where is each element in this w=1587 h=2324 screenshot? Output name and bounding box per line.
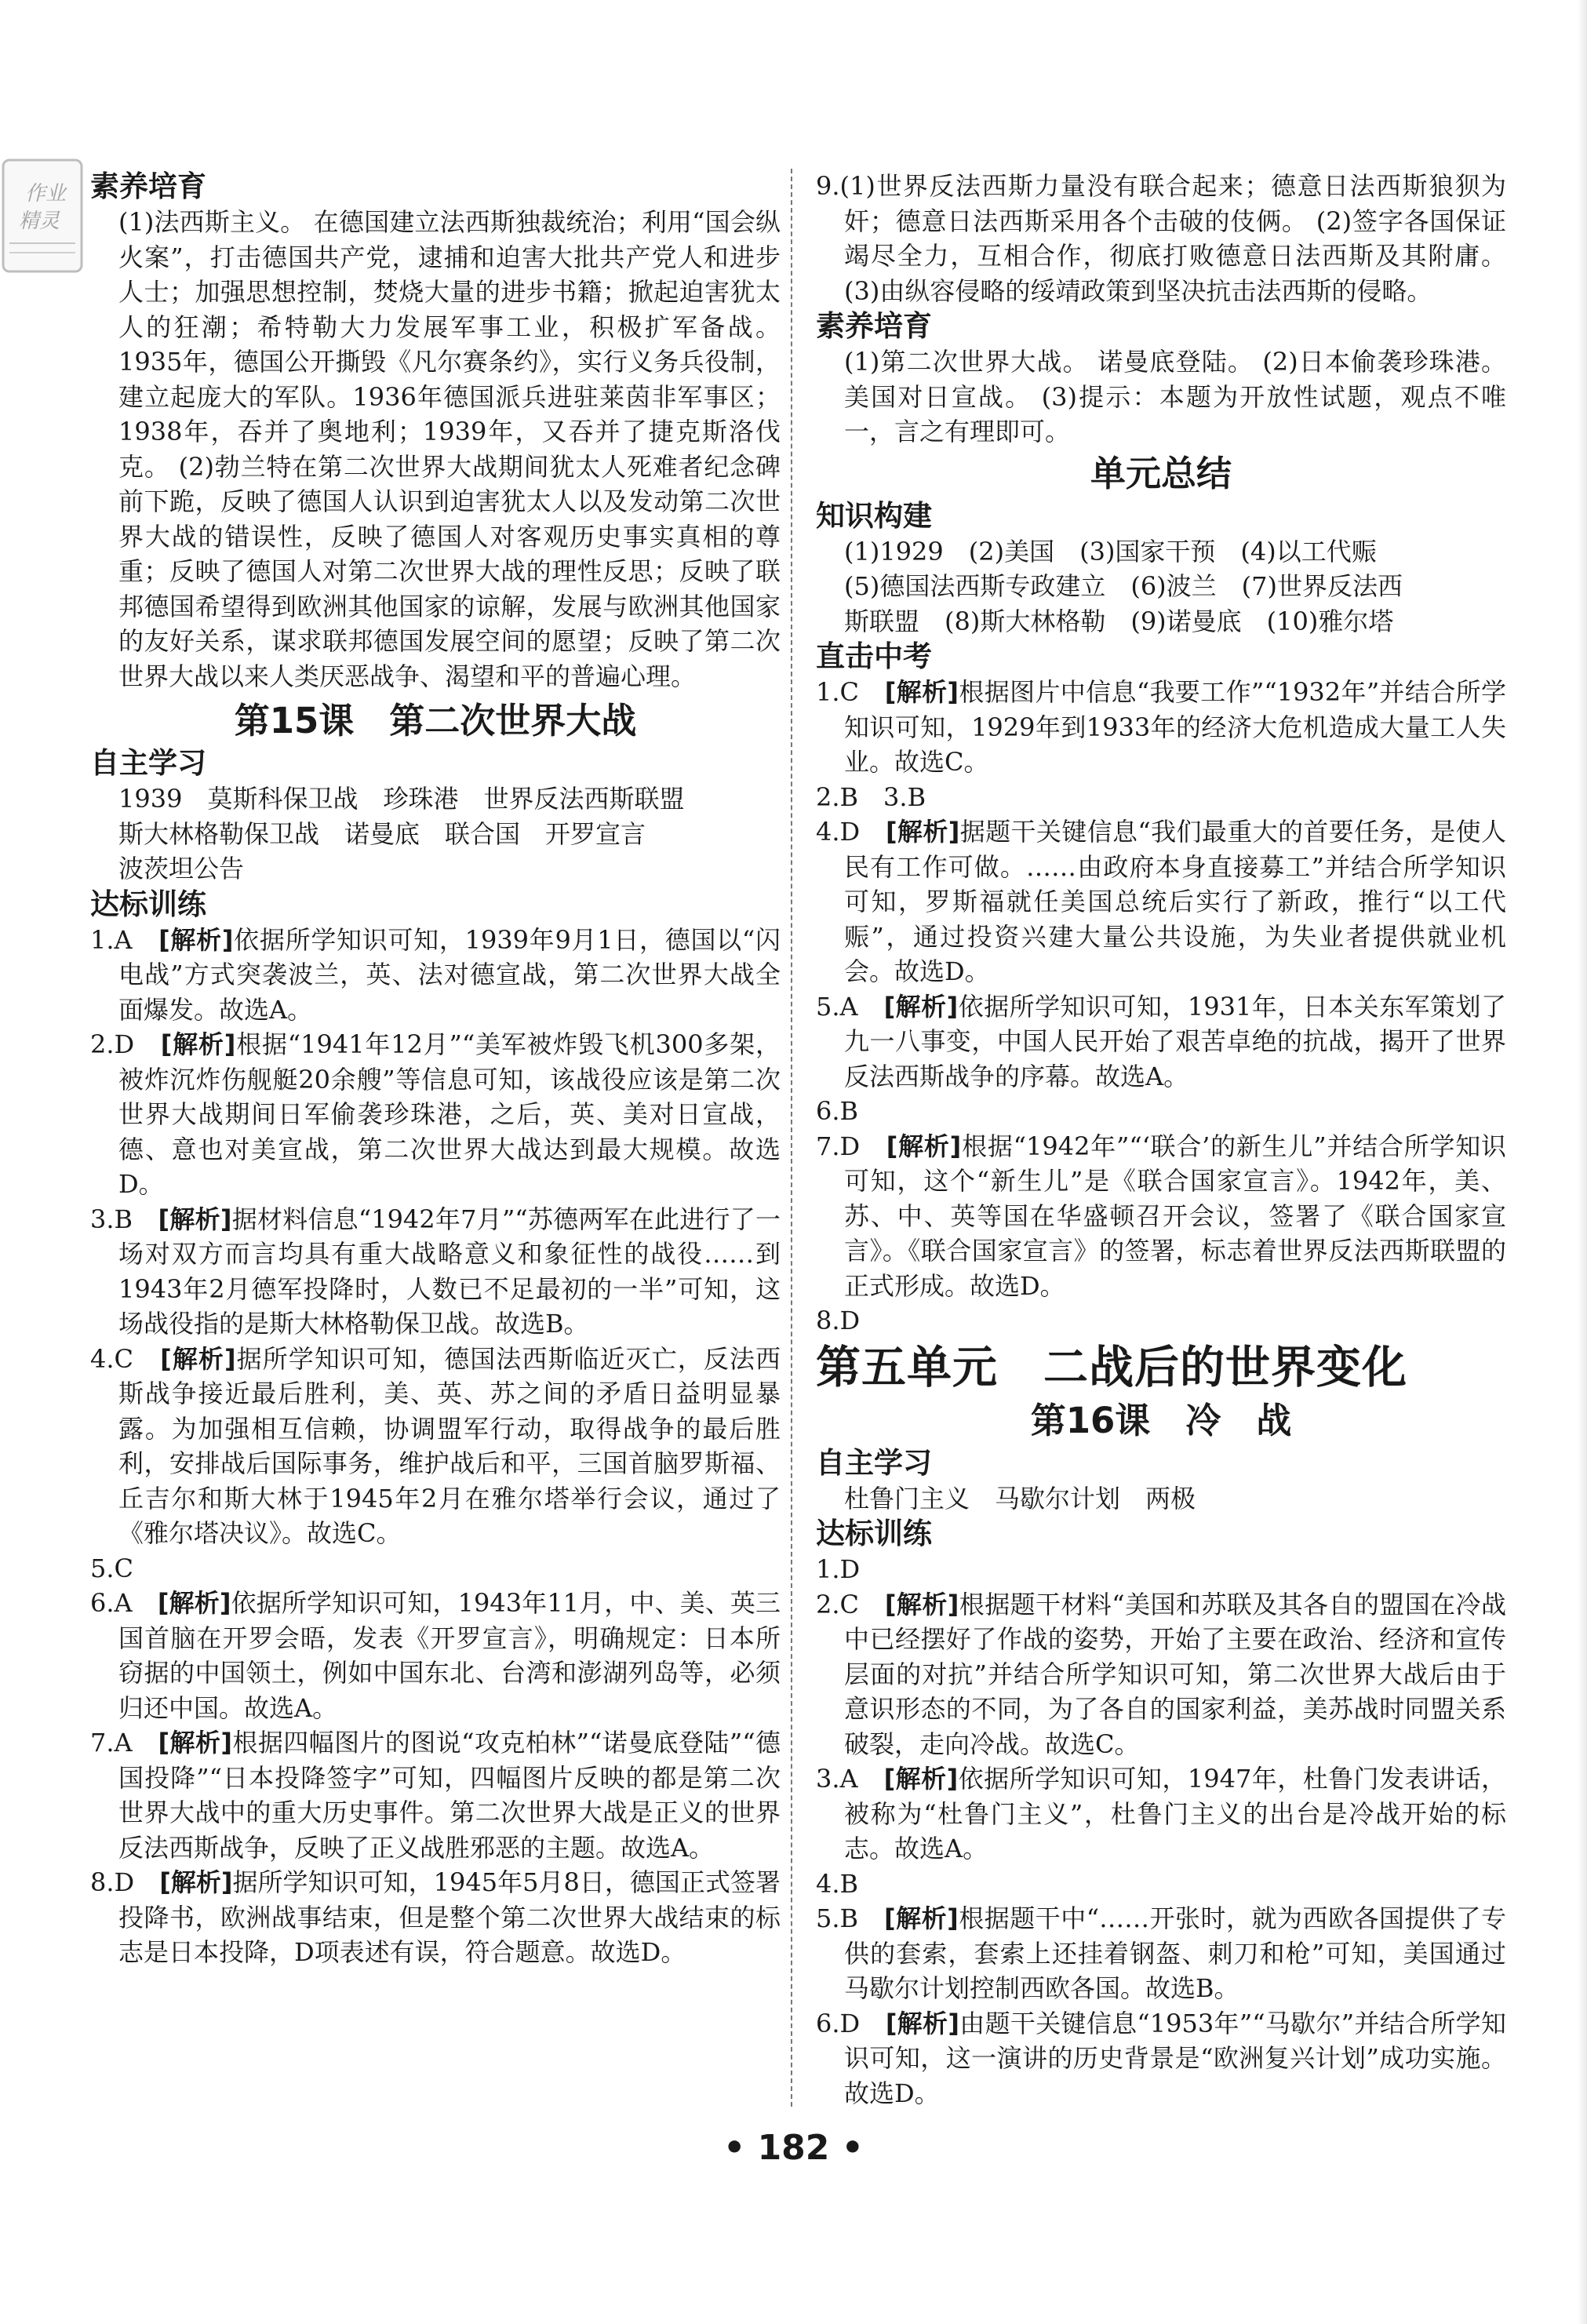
answer-number: 4.C bbox=[90, 1343, 134, 1374]
paragraph: (1)第二次世界大战。 诺曼底登陆。 (2)日本偷袭珍珠港。 美国对日宣战。 (3)提示：本题为开放性试题，观点不唯一，言之有理即可。 bbox=[844, 347, 1506, 446]
answer-item bbox=[816, 989, 1506, 1095]
terms-line: 斯大林格勒保卫战 诺曼底 联合国 开罗宣言 bbox=[118, 818, 646, 849]
analysis-tag: [解析] bbox=[157, 1588, 231, 1618]
analysis-tag: [解析] bbox=[158, 1204, 232, 1234]
answer-text: (1)世界反法西斯力量没有联合起来；德意日法西斯狼狈为奸；德意日法西斯采用各个击破的伎俩。 (2)签字各国保证竭尽全力，互相合作，彻底打败德意日法西斯及其附庸。 (3)由纵容侵略的绥靖政策到坚决抗击法西斯的侵略。 bbox=[839, 171, 1506, 306]
answer-item bbox=[816, 1901, 1506, 2006]
terms-line: 杜鲁门主义 马歇尔计划 两极 bbox=[844, 1483, 1196, 1514]
analysis-tag: [解析] bbox=[160, 1029, 236, 1059]
analysis-tag: [解析] bbox=[884, 1903, 959, 1933]
answer-number: 4.B bbox=[816, 1868, 859, 1899]
answer-item bbox=[816, 780, 1506, 815]
paragraph: (1)法西斯主义。 在德国建立法西斯独裁统治；利用“国会纵火案”，打击德国共产党，逮捕和迫害大批共产党人和进步人士；加强思想控制，焚烧大量的进步书籍；掀起迫害犹太人的狂潮；希特勒大力发展军事工业，积极扩军备战。1935年，德国公开撕毁《凡尔赛条约》，实行义务兵役制，建立起庞大的军队。1936年德国派兵进驻莱茵非军事区；1938年，吞并了奥地利；1939年，又吞并了捷克斯洛伐克。 (2)勃兰特在第二次世界大战期间犹太人死难者纪念碑前下跪，反映了德国人认识到迫害犹太人以及发动第二次世界大战的错误性，反映了德国人对客观历史事实真相的尊重；反映了德国人对第二次世界大战的理性反思；反映了联邦德国希望得到欧洲其他国家的谅解，发展与欧洲其他国家的友好关系，谋求联邦德国发展空间的愿望；反映了第二次世界大战以来人类厌恶战争、渴望和平的普遍心理。 bbox=[118, 207, 781, 691]
answer-text: 根据题干中“……开张时，就为西欧各国提供了专供的套索，套索上还挂着钢盔、刺刀和枪”可知，美国通过马歇尔计划控制西欧各国。故选B。 bbox=[844, 1903, 1506, 2003]
answer-number: 5.A bbox=[816, 991, 858, 1022]
answer-list bbox=[816, 1552, 1506, 2111]
right-column bbox=[816, 169, 1506, 2111]
answer-item bbox=[816, 1129, 1506, 1304]
section-heading: 自主学习 bbox=[816, 1445, 932, 1480]
answer-number: 2.B 3.B bbox=[816, 781, 926, 812]
answer-text: 据所学知识可知，德国法西斯临近灭亡，反法西斯战争接近最后胜利，美、英、苏之间的矛盾日益明显暴露。为加强相互信赖，协调盟军行动，取得战争的最后胜利，安排战后国际事务，维护战后和平，三国首脑罗斯福、丘吉尔和斯大林于1945年2月在雅尔塔举行会议，通过了《雅尔塔决议》。故选C。 bbox=[118, 1343, 781, 1548]
answer-item bbox=[816, 675, 1506, 780]
answer-item bbox=[816, 1303, 1506, 1339]
section-heading: 直击中考 bbox=[816, 639, 932, 673]
answer-number: 5.B bbox=[816, 1903, 859, 1933]
answer-item bbox=[816, 1552, 1506, 1587]
answer-item bbox=[90, 1725, 781, 1865]
answer-text: 依据所学知识可知，1939年9月1日，德国以“闪电战”方式突袭波兰，英、法对德宣战，第二次世界大战全面爆发。故选A。 bbox=[118, 924, 781, 1025]
section-heading: 达标训练 bbox=[816, 1517, 932, 1550]
answer-number: 3.B bbox=[90, 1204, 133, 1234]
terms-line: (5)德国法西斯专政建立 (6)波兰 (7)世界反法西 bbox=[844, 571, 1403, 601]
answer-number: 9. bbox=[816, 171, 840, 201]
answer-number: 1.C bbox=[816, 677, 860, 707]
terms-line: 波茨坦公告 bbox=[118, 854, 245, 883]
section-heading: 达标训练 bbox=[90, 887, 206, 921]
answer-list bbox=[816, 675, 1506, 1339]
answer-number: 2.D bbox=[90, 1029, 135, 1059]
terms-line: 斯联盟 (8)斯大林格勒 (9)诺曼底 (10)雅尔塔 bbox=[844, 606, 1394, 636]
answer-text: 由题干关键信息“1953年”“马歇尔”并结合所学知识可知，这一演讲的历史背景是“欧洲复兴计划”成功实施。故选D。 bbox=[844, 2008, 1506, 2108]
answer-number: 1.A bbox=[90, 924, 133, 955]
answer-number: 5.C bbox=[90, 1553, 134, 1583]
analysis-tag: [解析] bbox=[886, 1131, 962, 1161]
unit-title: 第五单元 二战后的世界变化 bbox=[816, 1341, 1407, 1393]
left-column bbox=[90, 169, 781, 1970]
answer-text: 依据所学知识可知，1931年，日本关东军策划了九一八事变，中国人民开始了艰苦卓绝的抗战，揭开了世界反法西斯战争的序幕。故选A。 bbox=[844, 991, 1506, 1091]
terms-line: (1)1929 (2)美国 (3)国家干预 (4)以工代赈 bbox=[844, 536, 1377, 566]
analysis-tag: [解析] bbox=[160, 1343, 236, 1374]
analysis-tag: [解析] bbox=[884, 677, 959, 707]
answer-item bbox=[816, 1094, 1506, 1129]
answer-item bbox=[816, 814, 1506, 989]
answer-text: 据题干关键信息“我们最重大的首要任务，是使人民有工作可做。……由政府本身直接募工”并结合所学知识可知，罗斯福就任美国总统后实行了新政，推行“以工代赈”，通过投资兴建大量公共设施，为失业者提供就业机会。故选D。 bbox=[844, 817, 1506, 986]
answer-number: 6.A bbox=[90, 1588, 133, 1618]
answer-number: 4.D bbox=[816, 817, 861, 847]
column-divider bbox=[791, 169, 792, 2107]
answer-number: 7.D bbox=[816, 1131, 861, 1161]
answer-item bbox=[90, 1027, 781, 1202]
answer-item bbox=[90, 1551, 781, 1586]
page-edge bbox=[1578, 0, 1587, 2324]
analysis-tag: [解析] bbox=[158, 924, 234, 955]
lesson-title: 第15课 第二次世界大战 bbox=[234, 700, 637, 741]
section-heading: 素养培育 bbox=[816, 309, 932, 343]
answer-text: 根据四幅图片的图说“攻克柏林”“诺曼底登陆”“德国投降”“日本投降签字”可知，四幅图片反映的都是第二次世界大战中的重大历史事件。第二次世界大战是正义的世界反法西斯战争，反映了正义战胜邪恶的主题。故选A。 bbox=[118, 1728, 781, 1863]
answer-item bbox=[816, 1587, 1506, 1762]
lesson-title: 第16课 冷 战 bbox=[1030, 1399, 1292, 1441]
answer-text: 根据“1942年”“‘联合’的新生儿”并结合所学知识可知，这个“新生儿”是《联合国家宣言》。1942年，美、苏、中、英等国在华盛顿召开会议，签署了《联合国家宣言》。《联合国家宣言》的签署，标志着世界反法西斯联盟的正式形成。故选D。 bbox=[844, 1131, 1506, 1301]
answer-item bbox=[816, 169, 1506, 308]
svg-text:精灵: 精灵 bbox=[18, 209, 60, 233]
answer-text: 据材料信息“1942年7月”“苏德两军在此进行了一场对双方而言均具有重大战略意义和象征性的战役……到1943年2月德军投降时，人数已不足最初的一半”可知，这场战役指的是斯大林格勒保卫战。故选B。 bbox=[118, 1204, 781, 1339]
analysis-tag: [解析] bbox=[884, 1589, 959, 1619]
page-number: • 182 • bbox=[723, 2128, 864, 2168]
answer-text: 据所学知识可知，1945年5月8日，德国正式签署投降书，欧洲战事结束，但是整个第二次世界大战结束的标志是日本投降，D项表述有误，符合题意。故选D。 bbox=[118, 1867, 781, 1967]
answer-item bbox=[90, 1586, 781, 1725]
answer-number: 1.D bbox=[816, 1554, 861, 1584]
svg-text:作业: 作业 bbox=[24, 182, 67, 206]
answer-item bbox=[816, 2006, 1506, 2111]
answer-item bbox=[90, 1202, 781, 1342]
answer-number: 2.C bbox=[816, 1589, 860, 1619]
section-heading: 自主学习 bbox=[90, 746, 206, 780]
answer-number: 3.A bbox=[816, 1764, 858, 1794]
answer-number: 8.D bbox=[90, 1867, 135, 1897]
analysis-tag: [解析] bbox=[885, 2008, 959, 2038]
section-heading: 素养培育 bbox=[90, 169, 206, 203]
homework-stamp-icon bbox=[0, 157, 85, 275]
section-heading: 知识构建 bbox=[816, 498, 932, 533]
analysis-tag: [解析] bbox=[158, 1728, 232, 1758]
answer-number: 8.D bbox=[816, 1306, 861, 1335]
answer-list bbox=[90, 923, 781, 1970]
answer-text: 根据题干材料“美国和苏联及其各自的盟国在冷战中已经摆好了作战的姿势，开始了主要在政治、经济和宣传层面的对抗”并结合所学知识可知，第二次世界大战后由于意识形态的不同，为了各自的国家利益，美苏战时同盟关系破裂，走向冷战。故选C。 bbox=[844, 1589, 1506, 1759]
answer-item bbox=[816, 1867, 1506, 1902]
unit-summary-title: 单元总结 bbox=[1090, 452, 1232, 494]
analysis-tag: [解析] bbox=[883, 991, 959, 1022]
answer-number: 7.A bbox=[90, 1728, 133, 1758]
analysis-tag: [解析] bbox=[159, 1867, 233, 1897]
analysis-tag: [解析] bbox=[883, 1764, 959, 1794]
answer-text: 依据所学知识可知，1943年11月，中、美、英三国首脑在开罗会晤，发表《开罗宣言》，明确规定：日本所窃据的中国领土，例如中国东北、台湾和澎湖列岛等，必须归还中国。故选A。 bbox=[118, 1588, 781, 1723]
answer-item bbox=[90, 1342, 781, 1551]
answer-text: 依据所学知识可知，1947年，杜鲁门发表讲话，被称为“杜鲁门主义”，杜鲁门主义的出台是冷战开始的标志。故选A。 bbox=[844, 1764, 1506, 1863]
answer-item bbox=[816, 1761, 1506, 1867]
answer-text: 根据“1941年12月”“美军被炸毁飞机300多架，被炸沉炸伤舰艇20余艘”等信息可知，该战役应该是第二次世界大战期间日军偷袭珍珠港，之后，英、美对日宣战，德、意也对美宣战，第二次世界大战达到最大规模。故选D。 bbox=[118, 1029, 781, 1199]
terms-line: 1939 莫斯科保卫战 珍珠港 世界反法西斯联盟 bbox=[118, 784, 685, 814]
answer-number: 6.B bbox=[816, 1096, 859, 1126]
answer-text: 根据图片中信息“我要工作”“1932年”并结合所学知识可知，1929年到1933年的经济大危机造成大量工人失业。故选C。 bbox=[844, 677, 1506, 777]
answer-number: 6.D bbox=[816, 2008, 861, 2038]
analysis-tag: [解析] bbox=[885, 817, 960, 847]
answer-item bbox=[90, 923, 781, 1028]
answer-item bbox=[90, 1865, 781, 1970]
